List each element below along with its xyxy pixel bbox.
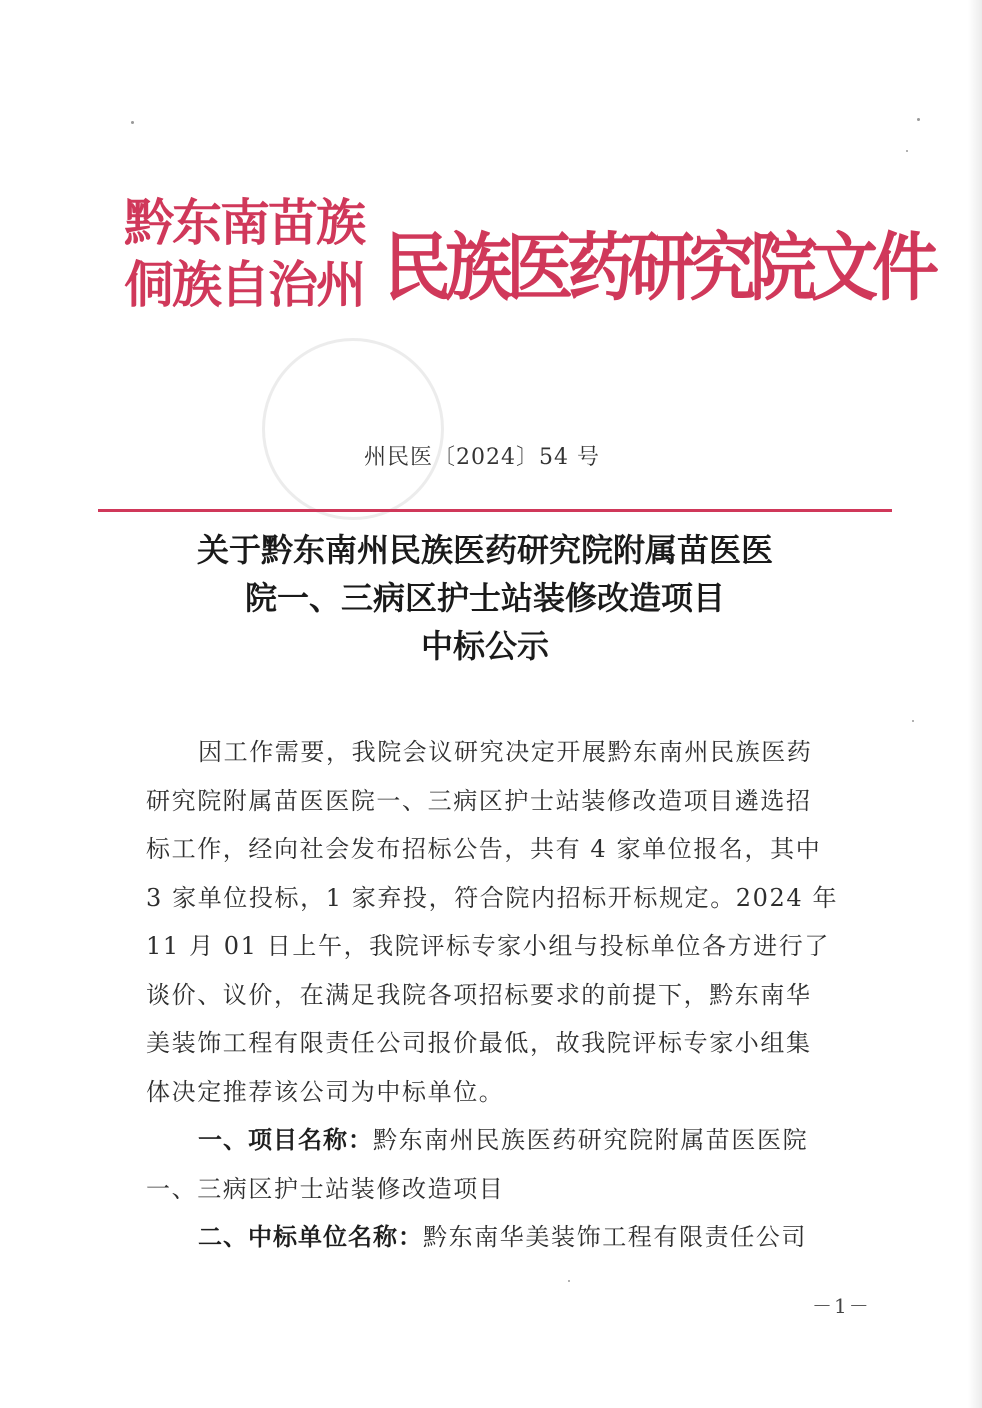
winning-bidder-value: 黔东南华美装饰工程有限责任公司 xyxy=(423,1223,807,1251)
body-line: 因工作需要，我院会议研究决定开展黔东南州民族医药 xyxy=(198,738,813,766)
document-title xyxy=(100,526,870,670)
scan-speck xyxy=(912,720,914,722)
scan-speck xyxy=(131,121,134,124)
body-line: 谈价、议价，在满足我院各项招标要求的前提下，黔东南华 xyxy=(146,980,812,1009)
project-name-label: 一、项目名称： xyxy=(198,1126,373,1154)
letterhead-left-line1: 黔东南苗族 xyxy=(124,194,364,252)
letterhead-institute: 民族医药研究院文件 xyxy=(384,224,933,311)
body-line: 美装饰工程有限责任公司报价最低，故我院评标专家小组集 xyxy=(146,1029,812,1057)
letterhead-left-line2: 侗族自治州 xyxy=(124,256,364,314)
scan-speck xyxy=(568,1280,570,1282)
scan-speck xyxy=(917,118,920,121)
title-line2: 院一、三病区护士站装修改造项目 xyxy=(244,579,725,617)
body-line: 研究院附属苗医医院一、三病区护士站装修改造项目遴选招 xyxy=(146,786,812,815)
winning-bidder-label: 二、中标单位名称： xyxy=(198,1223,423,1251)
body-line: 11 月 01 日上午，我院评标专家小组与投标单位各方进行了 xyxy=(146,932,830,960)
faint-seal-ghost xyxy=(262,338,444,520)
project-name-value: 黔东南州民族医药研究院附属苗医医院 xyxy=(373,1126,809,1154)
winning-bidder-item xyxy=(146,1213,846,1262)
red-divider xyxy=(98,509,892,512)
title-line3: 中标公示 xyxy=(420,627,549,665)
document-body xyxy=(146,728,846,1262)
body-line: 3 家单位投标，1 家弃投，符合院内招标开标规定。2024 年 xyxy=(146,883,839,912)
project-name-item xyxy=(146,1116,846,1165)
body-line: 标工作，经向社会发布招标公告，共有 4 家单位报名，其中 xyxy=(146,835,822,863)
project-name-continuation: 一、三病区护士站装修改造项目 xyxy=(146,1174,505,1203)
document-number: 州民医〔2024〕54 号 xyxy=(364,445,600,470)
body-line: 体决定推荐该公司为中标单位。 xyxy=(146,1077,505,1106)
letterhead-prefecture xyxy=(124,192,376,316)
page-number: －1－ xyxy=(812,1294,871,1318)
scan-speck xyxy=(906,150,908,152)
scan-edge-shadow xyxy=(968,0,982,1408)
title-line1: 关于黔东南州民族医药研究院附属苗医医 xyxy=(196,531,773,569)
